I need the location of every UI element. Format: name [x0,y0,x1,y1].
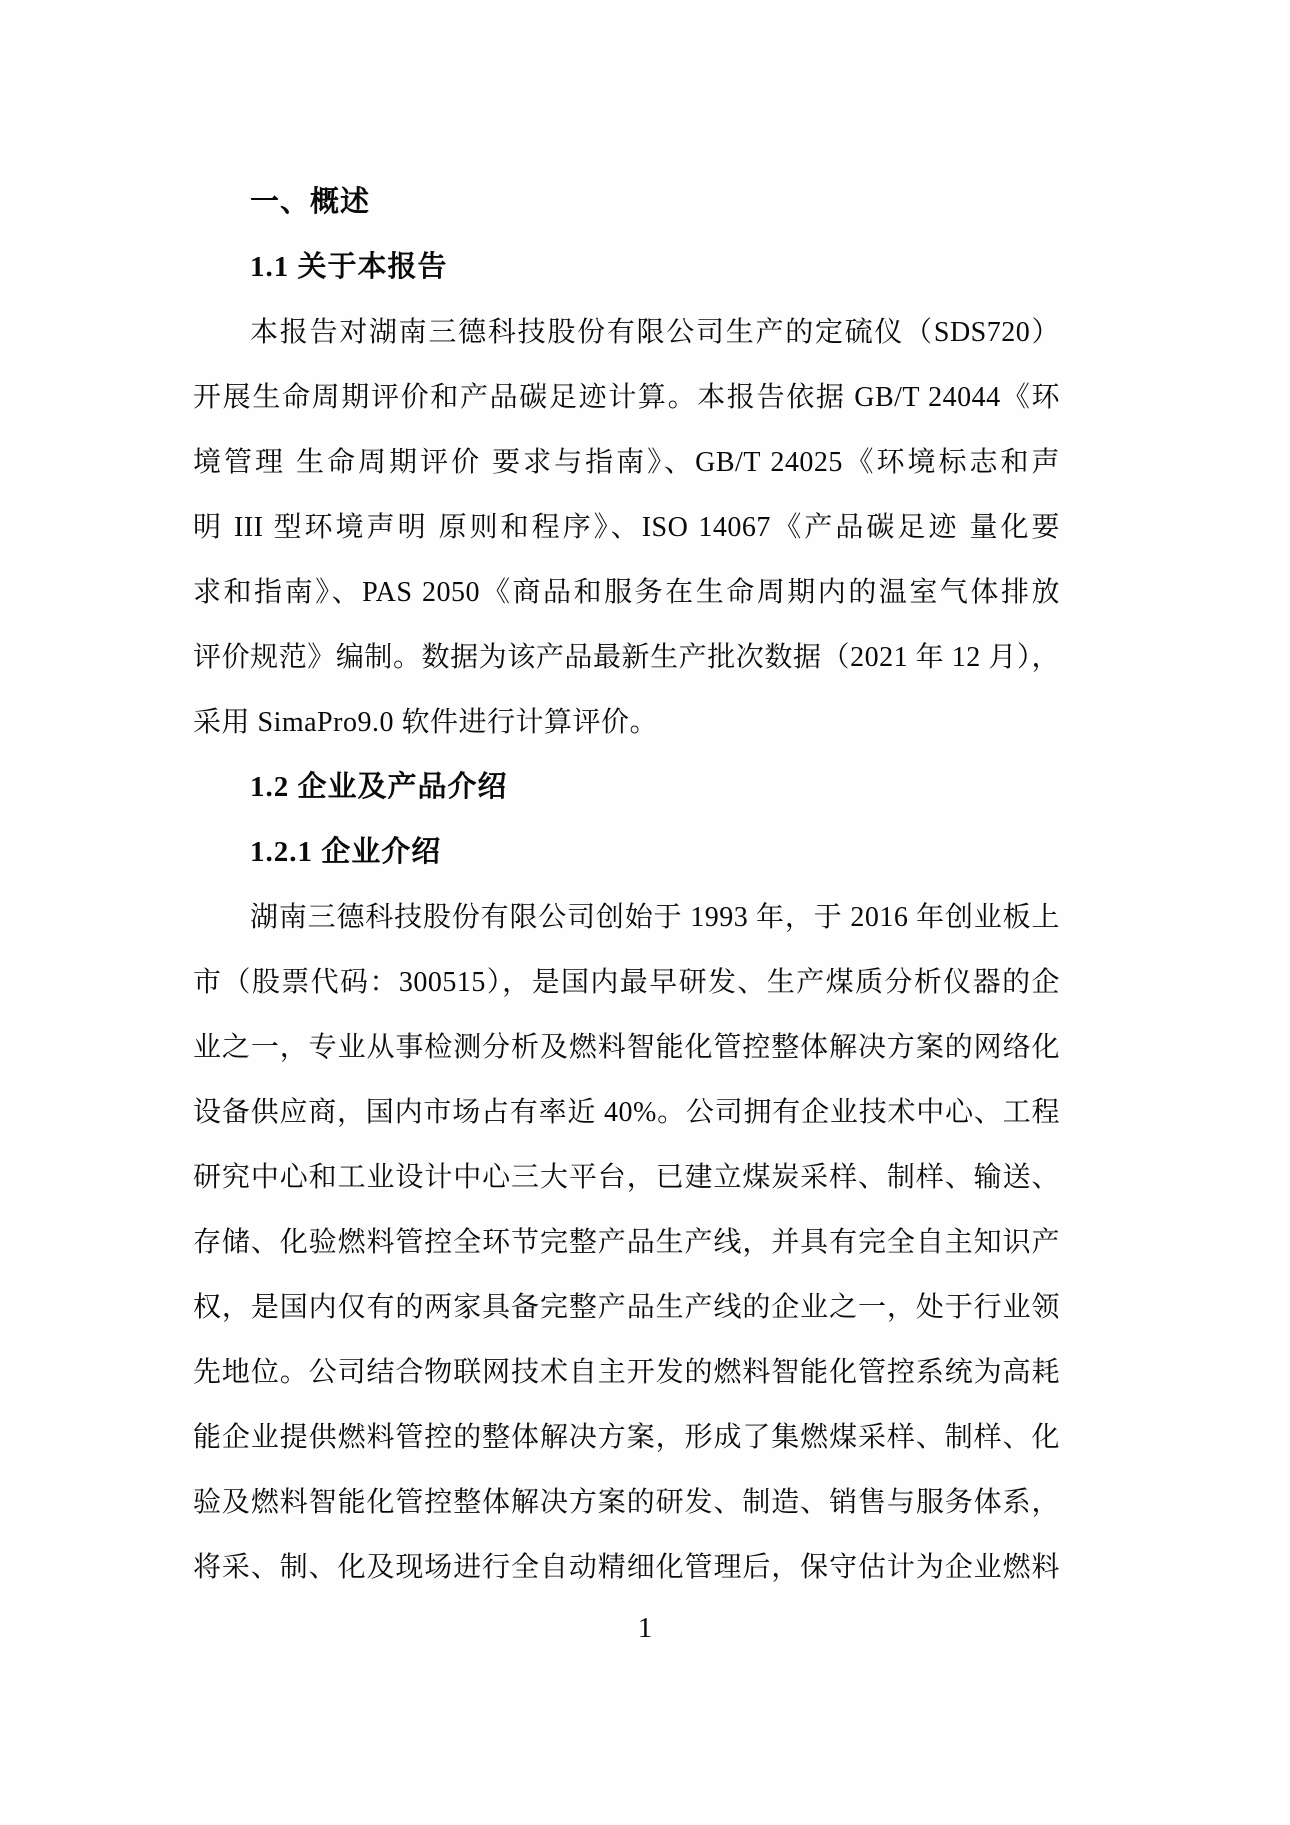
paragraph-line: 验及燃料智能化管控整体解决方案的研发、制造、销售与服务体系， [193,1487,1060,1518]
page-number: 1 [637,1612,653,1644]
paragraph-line: 湖南三德科技股份有限公司创始于 1993 年，于 2016 年创业板上 [250,902,1060,933]
paragraph-line: 将采、制、化及现场进行全自动精细化管理后，保守估计为企业燃料 [193,1552,1060,1583]
paragraph-line: 评价规范》编制。数据为该产品最新生产批次数据（2021 年 12 月）， [193,642,1060,673]
paragraph-line: 开展生命周期评价和产品碳足迹计算。本报告依据 GB/T 24044《环 [193,382,1060,413]
section-heading-company-intro: 1.2.1 企业介绍 [250,836,442,868]
paragraph-line: 求和指南》、PAS 2050《商品和服务在生命周期内的温室气体排放 [193,577,1060,608]
document-body [193,170,1060,1600]
section-heading-about-report: 1.1 关于本报告 [250,251,448,283]
paragraph-line: 采用 SimaPro9.0 软件进行计算评价。 [193,707,658,738]
paragraph-line: 境管理 生命周期评价 要求与指南》、GB/T 24025《环境标志和声 [193,447,1060,478]
section-heading-overview: 一、概述 [250,186,371,218]
paragraph-line: 存储、化验燃料管控全环节完整产品生产线，并具有完全自主知识产 [193,1227,1060,1258]
paragraph-line: 能企业提供燃料管控的整体解决方案，形成了集燃煤采样、制样、化 [193,1422,1060,1453]
paragraph-line: 研究中心和工业设计中心三大平台，已建立煤炭采样、制样、输送、 [193,1162,1060,1193]
paragraph-line: 先地位。公司结合物联网技术自主开发的燃料智能化管控系统为高耗 [193,1357,1060,1388]
paragraph-line: 本报告对湖南三德科技股份有限公司生产的定硫仪（SDS720） [250,317,1060,348]
paragraph-line: 明 III 型环境声明 原则和程序》、ISO 14067《产品碳足迹 量化要 [193,512,1060,543]
paragraph-line: 设备供应商，国内市场占有率近 40%。公司拥有企业技术中心、工程 [193,1097,1060,1128]
paragraph-line: 业之一，专业从事检测分析及燃料智能化管控整体解决方案的网络化 [193,1032,1060,1063]
section-heading-company-product-intro: 1.2 企业及产品介绍 [250,771,508,803]
paragraph-line: 市（股票代码：300515），是国内最早研发、生产煤质分析仪器的企 [193,967,1060,998]
paragraph-line: 权，是国内仅有的两家具备完整产品生产线的企业之一，处于行业领 [193,1292,1060,1323]
